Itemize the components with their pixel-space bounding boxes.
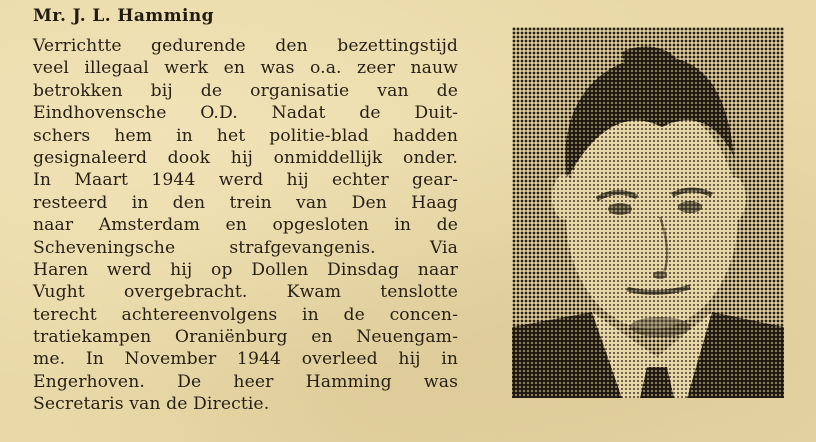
- body-line: schers hem in het politie-blad hadden: [33, 125, 458, 146]
- body-line: naar Amsterdam en opgesloten in de: [33, 215, 458, 236]
- body-line: In Maart 1944 werd hij echter gear-: [33, 170, 458, 191]
- body-line: Eindhovensche O.D. Nadat de Duit-: [33, 103, 458, 124]
- body-line: me. In November 1944 overleed hij in: [33, 349, 458, 370]
- body-line: gesignaleerd dook hij onmiddellijk onder.: [33, 147, 458, 168]
- body-line: veel illegaal werk en was o.a. zeer nauw: [33, 58, 458, 79]
- body-line: Haren werd hij op Dollen Dinsdag naar: [33, 259, 458, 280]
- article: [33, 4, 458, 416]
- body-line: resteerd in den trein van Den Haag: [33, 192, 458, 213]
- body-line: Scheveningsche strafgevangenis. Via: [33, 237, 458, 258]
- body-line: Secretaris van de Directie.: [33, 394, 270, 415]
- halftone-texture: [512, 27, 784, 398]
- body-line: Engerhoven. De heer Hamming was: [33, 371, 458, 392]
- body-line: terecht achtereenvolgens in de concen-: [33, 304, 458, 325]
- portrait-photo: [512, 27, 784, 398]
- body-line: tratiekampen Oraniënburg en Neuengam-: [33, 327, 458, 348]
- body-line: Vught overgebracht. Kwam tenslotte: [33, 282, 458, 303]
- article-title: Mr. J. L. Hamming: [33, 6, 214, 26]
- body-line: Verrichtte gedurende den bezettingstijd: [33, 36, 458, 56]
- article-body: [33, 35, 458, 416]
- body-line: betrokken bij de organisatie van de: [33, 80, 458, 101]
